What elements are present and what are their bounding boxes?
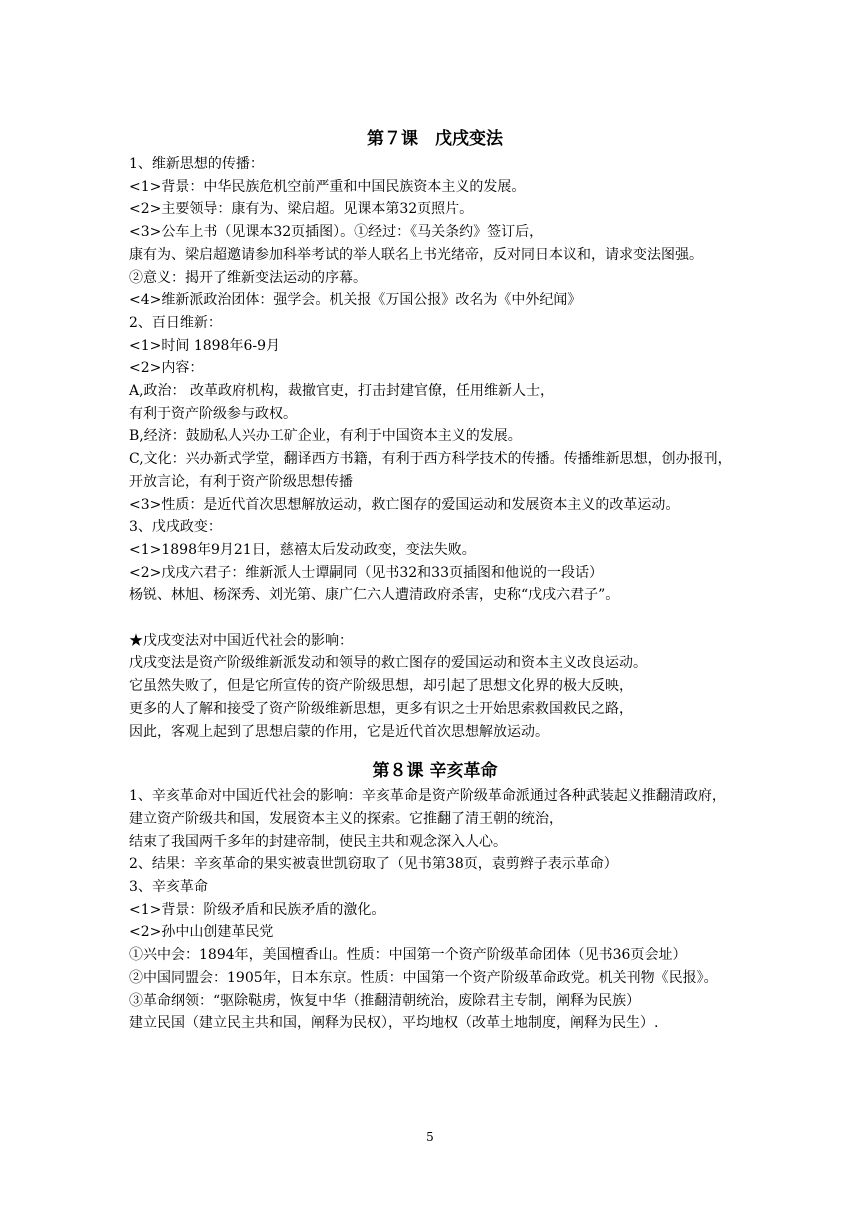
text-line: 2、结果：辛亥革命的果实被袁世凯窃取了（见书第38页，袁剪辫子表示革命）: [129, 856, 618, 873]
text-line: <1>背景：中华民族危机空前严重和中国民族资本主义的发展。: [129, 178, 526, 195]
text-line: ③革命纲领：“驱除鞑虏，恢复中华（推翻清朝统治，废除君主专制，阐释为民族）: [129, 992, 641, 1009]
text-line: <2>孙中山创建革民党: [129, 924, 274, 941]
text-line: 更多的人了解和接受了资产阶级维新思想，更多有识之士开始思索救国救民之路，: [129, 700, 633, 717]
text-line: <2>内容：: [129, 360, 204, 377]
text-line: 2、百日维新：: [129, 314, 222, 331]
text-line: <1>1898年9月21日，慈禧太后发动政变，变法失败。: [129, 541, 476, 558]
text-line: <2>主要领导：康有为、梁启超。见课本第32页照片。: [129, 201, 474, 218]
text-line: 它虽然失败了，但是它所宣传的资产阶级思想，却引起了思想文化界的极大反映，: [129, 678, 633, 695]
text-line: ②中国同盟会：1905年，日本东京。性质：中国第一个资产阶级革命政党。机关刊物《民报》。: [129, 969, 718, 986]
text-line: 3、辛亥革命: [129, 879, 208, 896]
section-gap: [129, 743, 741, 758]
text-line: <1>背景：阶级矛盾和民族矛盾的激化。: [129, 901, 386, 918]
text-line: <3>性质：是近代首次思想解放运动，救亡图存的爱国运动和发展资本主义的改革运动。: [129, 496, 680, 513]
text-line: 有利于资产阶级参与政权。: [129, 405, 297, 422]
text-line: <3>公车上书（见课本32页插图）。①经过：《马关条约》签订后，: [129, 224, 544, 241]
text-line: 因此，客观上起到了思想启蒙的作用，它是近代首次思想解放运动。: [129, 723, 549, 740]
text-line: 3、戊戌政变：: [129, 519, 222, 536]
text-line: 1、辛亥革命对中国近代社会的影响：辛亥革命是资产阶级革命派通过各种武装起义推翻清政府，: [129, 788, 726, 805]
text-line: ①兴中会：1894年，美国檀香山。性质：中国第一个资产阶级革命团体（见书36页会址）: [129, 947, 687, 964]
text-line: 戊戌变法是资产阶级维新派发动和领导的救亡图存的爱国运动和资本主义改良运动。: [129, 655, 647, 672]
text-line: B,经济：鼓励私人兴办工矿企业，有利于中国资本主义的发展。: [129, 428, 522, 445]
text-line: 康有为、梁启超邀请参加科举考试的举人联名上书光绪帝，反对同日本议和，请求变法图强。: [129, 246, 703, 263]
text-line: 杨锐、林旭、杨深秀、刘光第、康广仁六人遭清政府杀害，史称“戊戌六君子”。: [129, 587, 620, 604]
influence-heading: ★戊戌变法对中国近代社会的影响：: [129, 632, 353, 649]
page-number: 5: [426, 1130, 434, 1144]
text-line: 建立资产阶级共和国，发展资本主义的探索。它推翻了清王朝的统治，: [129, 810, 563, 827]
text-line: ②意义：揭开了维新变法运动的序幕。: [129, 269, 367, 286]
text-line: <2>戊戌六君子：维新派人士谭嗣同（见书32和33页插图和他说的一段话）: [129, 564, 603, 581]
text-line: 1、维新思想的传播：: [129, 156, 264, 172]
lesson-8-title: 第８课 辛亥革命: [372, 761, 498, 782]
lesson-7-title: 第７课 戊戌变法: [367, 129, 503, 149]
page-content: [129, 126, 741, 1035]
text-line: 建立民国（建立民主共和国，阐释为民权），平均地权（改革土地制度，阐释为民生）.: [129, 1015, 659, 1032]
text-line: <1>时间 1898年6-9月: [129, 337, 280, 354]
text-line: A,政治： 改革政府机构，裁撤官吏，打击封建官僚，任用维新人士，: [129, 383, 555, 400]
text-line: <4>维新派政治团体：强学会。机关报《万国公报》改名为《中外纪闻》: [129, 292, 582, 309]
text-line: C,文化：兴办新式学堂，翻译西方书籍，有利于西方科学技术的传播。传播维新思想，创办报刊，: [129, 451, 732, 468]
text-line: 开放言论，有利于资产阶级思想传播: [129, 473, 353, 490]
blank-line: [129, 607, 741, 630]
text-line: 结束了我国两千多年的封建帝制，使民主共和观念深入人心。: [129, 833, 507, 850]
